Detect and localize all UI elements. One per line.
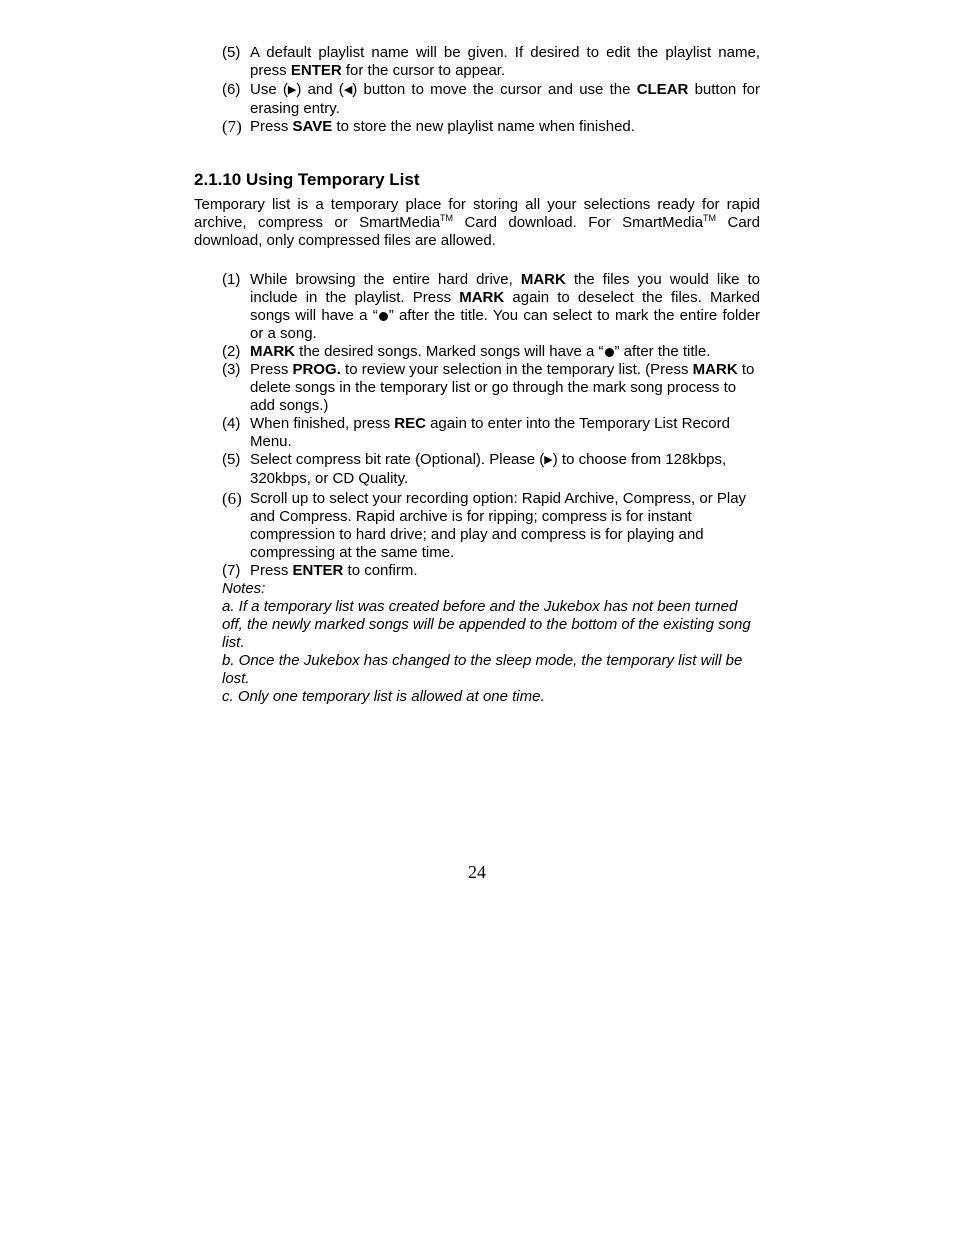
list-item: (7) Press SAVE to store the new playlist name when finished. — [222, 117, 635, 136]
item-number: (5) — [222, 44, 241, 61]
list-item: (6) Use (▶) and (◀) button to move the cursor and use the CLEAR button for erasing entry. — [222, 81, 760, 117]
note-b: b. Once the Jukebox has changed to the sleep mode, the temporary list will be lost. — [222, 652, 743, 687]
notes-block — [222, 580, 762, 706]
temporary-list-steps — [222, 271, 760, 580]
play-right-icon: ▶ — [287, 84, 297, 96]
item-number: (3) — [222, 361, 241, 378]
item-number: (6) — [222, 489, 242, 508]
page-number: 24 — [468, 862, 486, 882]
notes-title: Notes: — [222, 580, 266, 597]
list-item: (2) MARK the desired songs. Marked songs will have a “ ” after the title. — [222, 343, 711, 360]
mark-dot-icon — [605, 348, 614, 357]
item-number: (5) — [222, 451, 241, 468]
note-c: c. Only one temporary list is allowed at one time. — [222, 688, 545, 705]
playlist-steps — [222, 44, 760, 136]
item-number: (1) — [222, 271, 241, 288]
section-heading: 2.1.10 Using Temporary List — [194, 170, 420, 189]
mark-dot-icon — [379, 312, 388, 321]
list-item: (3) Press PROG. to review your selection in the temporary list. (Press MARK to delete songs in the temporary list or go through the mark song process to add songs.) — [222, 361, 755, 414]
item-number: (2) — [222, 343, 241, 360]
section-intro: Temporary list is a temporary place for storing all your selections ready for rapid archive, compress or SmartMedia™ Card download. For SmartMedia™ Card download, only compressed files are allowed. — [194, 196, 760, 249]
list-item: (7) Press ENTER to confirm. — [222, 562, 418, 579]
item-number: (6) — [222, 81, 241, 98]
list-item: (4) When finished, press REC again to enter into the Temporary List Record Menu. — [222, 415, 730, 450]
note-a: a. If a temporary list was created before and the Jukebox has not been turned off, the newly marked songs will be appended to the bottom of the existing song list. — [222, 598, 751, 651]
item-number: (7) — [222, 117, 242, 136]
list-item: (6) Scroll up to select your recording option: Rapid Archive, Compress, or Play and Compress. Rapid archive is for ripping; compress is for instant compression to hard drive; and play and compress is for playing and compressing at the same time. — [222, 489, 747, 561]
list-item: (5) A default playlist name will be given. If desired to edit the playlist name, press ENTER for the cursor to appear. — [222, 44, 760, 79]
play-left-icon: ◀ — [343, 84, 353, 96]
item-number: (7) — [222, 562, 241, 579]
item-number: (4) — [222, 415, 241, 432]
list-item: (1) While browsing the entire hard drive, MARK the files you would like to include in the playlist. Press MARK again to deselect the files. Marked songs will have a “ ” after the title. You can select to mark the entire folder or a song. — [222, 271, 760, 342]
list-item: (5) Select compress bit rate (Optional). Please (▶) to choose from 128kbps, 320kbps, or CD Quality. — [222, 451, 727, 487]
play-right-icon: ▶ — [544, 454, 553, 466]
